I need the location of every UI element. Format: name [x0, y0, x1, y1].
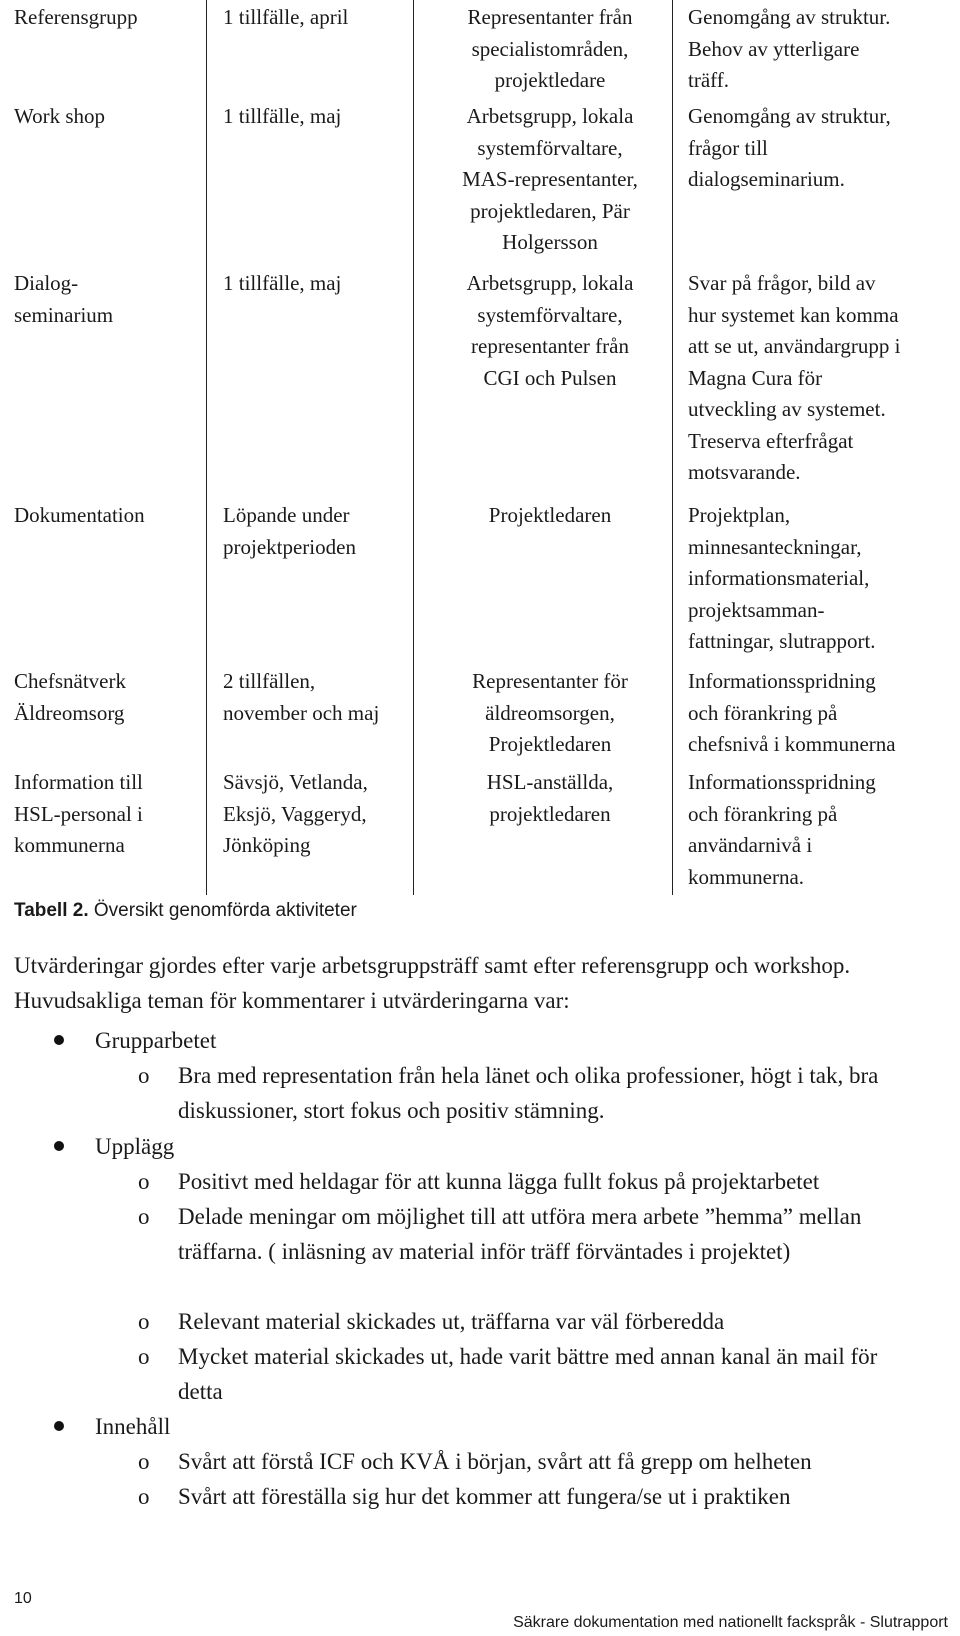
cell-activity: Chefsnätverk Äldreomsorg [14, 669, 126, 725]
theme-title: Innehåll [95, 1414, 171, 1439]
sub-bullet-marker: o [138, 1449, 150, 1474]
table-column-divider [672, 0, 673, 895]
sub-bullet-marker: o [138, 1484, 150, 1509]
theme-item: Svårt att förstå ICF och KVÅ i början, svårt att få grepp om helheten [178, 1449, 812, 1474]
cell-activity: Work shop [14, 104, 106, 128]
cell-participants: HSL-anställda, projektledaren [486, 770, 614, 826]
cell-activity: Referensgrupp [14, 5, 138, 29]
cell-when: 1 tillfälle, april [223, 5, 349, 29]
cell-result: Informationsspridning och förankring på chefsnivå i kommunerna [688, 669, 896, 756]
cell-result: Svar på frågor, bild av hur systemet kan komma att se ut, användargrupp i Magna Cura för utveckling av systemet. Treserva efterfrågat motsvarande. [688, 271, 901, 484]
sub-bullet-marker: o [138, 1309, 150, 1334]
cell-activity: Information till HSL-personal i kommunerna [14, 770, 143, 857]
cell-result: Genomgång av struktur. Behov av ytterligare träff. [688, 5, 891, 92]
cell-participants: Representanter för äldreomsorgen, Projektledaren [472, 669, 628, 756]
sub-bullet-marker: o [138, 1169, 150, 1194]
sub-bullet-marker: o [138, 1204, 150, 1229]
cell-result: Projektplan, minnesanteckningar, informationsmaterial, projektsamman- fattningar, slutrapport. [688, 503, 876, 653]
bullet-icon [54, 1421, 64, 1431]
cell-participants: Representanter från specialistområden, projektledare [467, 5, 633, 92]
theme-title: Grupparbetet [95, 1028, 217, 1053]
caption-text: Översikt genomförda aktiviteter [88, 900, 357, 921]
caption-label: Tabell 2. [14, 900, 89, 921]
theme-item: Relevant material skickades ut, träffarna var väl förberedda [178, 1309, 725, 1334]
cell-when: Löpande under projektperioden [223, 503, 356, 559]
theme-title: Upplägg [95, 1134, 175, 1159]
cell-participants: Arbetsgrupp, lokala systemförvaltare, MAS-representanter, projektledaren, Pär Holgersson [462, 104, 638, 254]
cell-participants: Projektledaren [488, 503, 612, 527]
cell-activity: Dialog- seminarium [14, 271, 114, 327]
cell-result: Informationsspridning och förankring på användarnivå i kommunerna. [688, 770, 876, 889]
theme-item: Mycket material skickades ut, hade varit bättre med annan kanal än mail för detta [178, 1344, 878, 1404]
sub-bullet-marker: o [138, 1344, 150, 1369]
table-column-divider [413, 0, 414, 895]
theme-item: Bra med representation från hela länet och olika professioner, högt i tak, bra diskussioner, stort fokus och positiv stämning. [178, 1063, 879, 1123]
table-caption [14, 900, 357, 922]
cell-result: Genomgång av struktur, frågor till dialogseminarium. [688, 104, 891, 191]
cell-participants: Arbetsgrupp, lokala systemförvaltare, representanter från CGI och Pulsen [466, 271, 634, 390]
sub-bullet-marker: o [138, 1063, 150, 1088]
cell-activity: Dokumentation [14, 503, 145, 527]
cell-when: 2 tillfällen, november och maj [223, 669, 380, 725]
cell-when: Sävsjö, Vetlanda, Eksjö, Vaggeryd, Jönköping [223, 770, 368, 857]
theme-item: Svårt att föreställa sig hur det kommer att fungera/se ut i praktiken [178, 1484, 791, 1509]
footer-title: Säkrare dokumentation med nationellt fackspråk - Slutrapport [513, 1614, 948, 1631]
evaluation-paragraph: Utvärderingar gjordes efter varje arbetsgruppsträff samt efter referensgrupp och workshop. Huvudsakliga teman för kommentarer i utvärderingarna var: [14, 953, 851, 1013]
bullet-icon [54, 1035, 64, 1045]
table-column-divider [206, 0, 207, 895]
cell-when: 1 tillfälle, maj [223, 104, 342, 128]
page-number: 10 [14, 1590, 32, 1607]
theme-item: Positivt med heldagar för att kunna lägga fullt fokus på projektarbetet [178, 1169, 820, 1194]
bullet-icon [54, 1141, 64, 1151]
theme-item: Delade meningar om möjlighet till att utföra mera arbete ”hemma” mellan träffarna. ( inläsning av material inför träff förväntades i projektet) [178, 1204, 862, 1264]
cell-when: 1 tillfälle, maj [223, 271, 342, 295]
